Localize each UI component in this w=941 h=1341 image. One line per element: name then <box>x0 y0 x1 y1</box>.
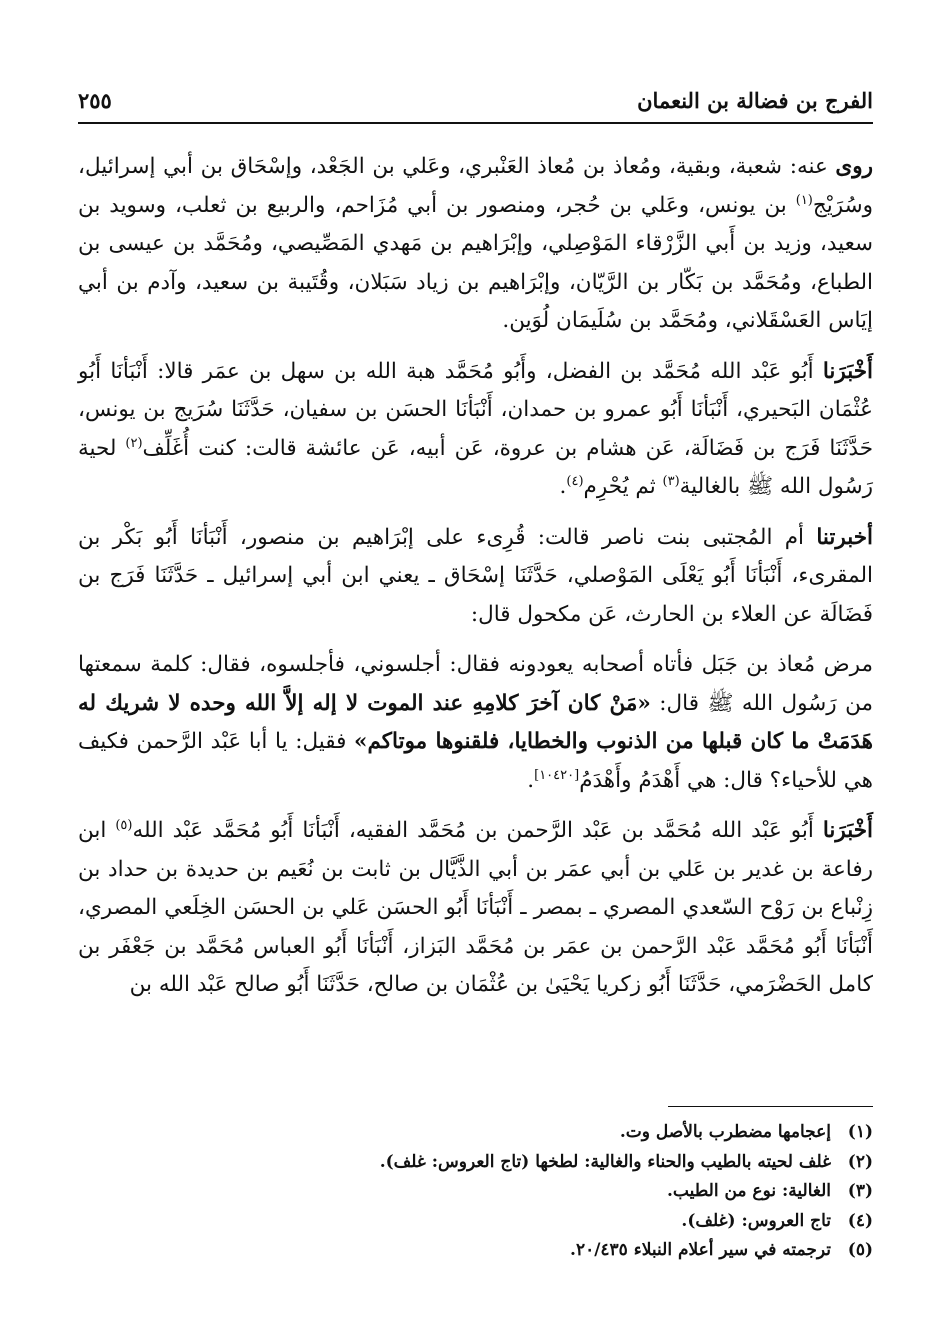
paragraph-text: . <box>559 474 567 499</box>
footnote-text: غلف لحيته بالطيب والحناء والغالية: لطخها (تاج العروس: غلف). <box>379 1151 831 1172</box>
footnote-number: (٢) <box>847 1151 873 1172</box>
paragraph-text: أم المُجتبى بنت ناصر قالت: قُرِىء على إبْرَاهيم بن منصور، أَنْبَأنَا أَبُو بَكْر بن المقرىء، أَنْبَأنَا أَبُو يَعْلَى المَوْصلي، حَدَّثَنَا إسْحَاق ـ يعني ابن أبي إسرائيل ـ حَدَّثَنَا فَرَج بن فَضَالَة عن العلاء بن الحارث، عَن مكحول قال: <box>78 524 873 627</box>
footnote-item <box>78 1118 873 1148</box>
paragraph-isnad-makhul <box>78 519 873 635</box>
footnote-item <box>78 1177 873 1207</box>
paragraph-text: . <box>527 767 535 793</box>
footnote-item <box>78 1236 873 1266</box>
paragraph-text: ثم يُحْرِم <box>583 474 663 499</box>
footnote-number: (٥) <box>847 1240 873 1260</box>
hadith-quote: «مَنْ كان آخرَ كلامِهِ عند الموت لا إله إلاَّ الله وحده لا شريك له هَدَمَتْ ما كان قبلها من الذنوب والخطايا، فلقنوها موتاكم» <box>78 690 874 754</box>
footnote-marker: (٥) <box>115 817 133 833</box>
paragraph-text: فقيل: يا أبا عَبْد الرَّحمن فكيف هي للأحياء؟ قال: هي أَهْدَمُ وأَهْدَمُ <box>78 729 873 793</box>
footnote-item <box>78 1207 873 1237</box>
paragraph-muadh-story <box>78 646 873 800</box>
footnote-number: (١) <box>847 1122 873 1142</box>
footnote-separator <box>668 1106 873 1107</box>
paragraph-isnad-rifaa <box>78 812 873 1005</box>
paragraph-lead-word: أَخْبَرَنا <box>822 818 873 843</box>
footnote-text: ترجمته في سير أعلام النبلاء ٢٠/٤٣٥. <box>570 1240 831 1260</box>
paragraph-narrators <box>78 148 873 341</box>
footnote-text: إعجامها مضطرب بالأصل وت. <box>619 1122 831 1142</box>
footnote-text: الغالية: نوع من الطيب. <box>666 1181 831 1201</box>
footnote-number: (٤) <box>847 1210 873 1231</box>
header-title: الفرج بن فضالة بن النعمان <box>637 88 873 113</box>
paragraph-text: أَبُو عَبْد الله مُحَمَّد بن عَبْد الرَّحمن بن مُحَمَّد الفقيه، أَنْبَأنَا أَبُو مُحَمَّد عَبْد الله <box>132 818 823 843</box>
paragraph-hadith-aisha <box>78 353 873 507</box>
hadith-reference-number: [١٠٤٢٠] <box>534 767 580 783</box>
main-text <box>78 148 873 1005</box>
page-number: ٢٥٥ <box>78 88 112 113</box>
paragraph-lead-word: أَخْبَرَنا <box>822 358 873 384</box>
paragraph-text: أَبُو عَبْد الله مُحَمَّد بن الفضل، وأَبُو مُحَمَّد هبة الله بن سهل بن عمَر قالا: أَنْبَأنَا أَبُو عُثْمَان البَحيري، أَنْبَأنَا أَبُو عمرو بن حمدان، أَنْبَأنَا الحسَن بن سفيان، حَدَّثَنَا سُرَيج بن يونس، حَدَّثَنَا فَرَج بن فَضَالَة، عَن هشام بن عروة، عَن أبيه، عَن عائشة قالت: كنت أُغَلِّف <box>78 358 874 461</box>
footnotes <box>78 1118 873 1266</box>
footnote-marker: (١) <box>795 192 813 208</box>
paragraph-lead-word: روى <box>835 154 873 179</box>
footnote-text: تاج العروس: (غلف). <box>681 1210 831 1231</box>
paragraph-text: مرض مُعاذ بن جَبَل فأتاه أصحابه يعودونه فقال: أجلسوني، فأجلسوه، فقال: كلمة سمعتها من رَسُول الله ﷺ قال: <box>78 652 874 716</box>
footnote-marker: (٢) <box>125 435 143 451</box>
footnote-marker: (٣) <box>662 473 680 489</box>
paragraph-text: ابن رفاعة بن غدير بن عَلي بن أبي عمَر بن أبي الذَّيَّال بن ثابت بن نُعَيم بن حديدة بن حداد بن زِنْباع بن رَوْح السّعدي المصري ـ بمصر ـ أَنْبَأنَا أَبُو الحسَن عَلي بن الحسَن الخِلَعي المصري، أَنْبَأنَا أَبُو مُحَمَّد عَبْد الرَّحمن بن عمَر بن مُحَمَّد البَزاز، أَنْبَأنَا أَبُو العباس مُحَمَّد بن جَعْفَر بن كامل الحَضْرَمي، حَدَّثَنَا أَبُو زكريا يَحْيَىٰ بن عُثْمَان بن صالح، حَدَّثَنَا أَبُو صالح عَبْد الله بن <box>78 818 873 997</box>
paragraph-text: بن يونس، وعَلي بن حُجر، ومنصور بن أبي مُزَاحم، والربيع بن ثعلب، وسويد بن سعيد، وزيد بن أَبي الزَّرْقاء المَوْصِلي، وإبْرَاهيم بن مَهدي المَصِّيصي، ومُحَمَّد بن عيسى بن الطباع، ومُحَمَّد بن بَكّار بن الرَّيّان، وإبْرَاهيم بن زياد سَبَلان، وقُتَيبة بن سعيد، وآدم بن أبي إيَاس العَسْقَلاني، ومُحَمَّد بن سُلَيمَان لُوَين. <box>78 192 873 333</box>
footnote-number: (٣) <box>847 1181 873 1201</box>
running-header <box>78 82 873 124</box>
footnote-marker: (٤) <box>566 473 584 489</box>
footnote-item <box>78 1148 873 1178</box>
paragraph-text: عنه: شعبة، وبقية، ومُعاذ بن مُعاذ العَنْبري، وعَلي بن الجَعْد، وإسْحَاق بن أبي إسرائيل، وسُرَيْج <box>78 154 873 218</box>
paragraph-lead-word: أخبرتنا <box>816 524 873 550</box>
paragraph-text: لحية رَسُول الله ﷺ بالغالية <box>78 435 873 499</box>
